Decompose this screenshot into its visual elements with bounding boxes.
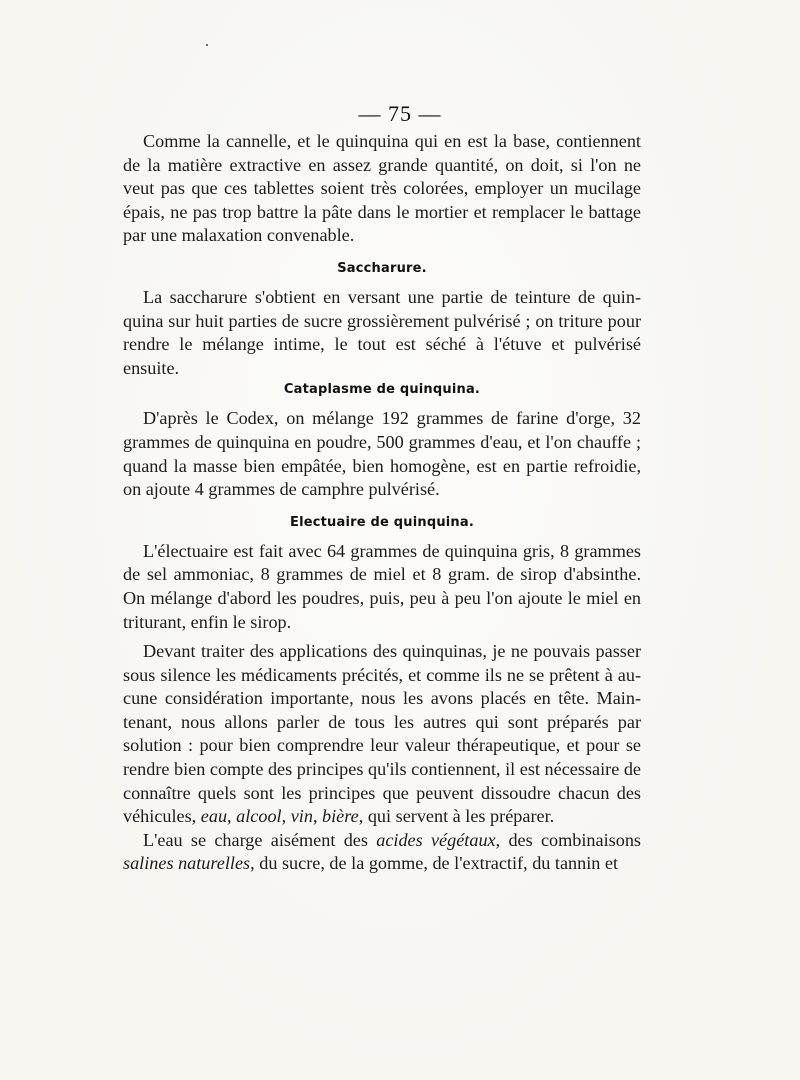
separator: ,: [281, 806, 291, 827]
term-acides-vegetaux: acides végétaux: [376, 829, 496, 850]
paragraph-eau: [123, 829, 641, 876]
eau-text-mid: , des combinaisons: [495, 829, 641, 850]
vehicle-eau: eau: [200, 806, 228, 827]
paragraph-tablettes: Comme la cannelle, et le quinquina qui en est la base, contiennent de la matière extractive en assez grande quantité, on doit, si l'on ne veut pas que ces tablettes soient très colorées, employer un mucilage épais, ne pas trop battre la pâte dans le mortier et remplacer le battage par une malaxation convenable.: [123, 131, 641, 246]
ink-speck: [206, 44, 208, 46]
page-body: [123, 130, 641, 876]
term-salines-naturelles: salines naturelles: [123, 853, 251, 874]
vehicle-alcool: alcool: [236, 806, 282, 827]
vehicle-vin: vin: [290, 806, 313, 827]
paragraph-saccharure: La saccharure s'obtient en versant une partie de teinture de quinquina sur huit parties de sucre grossièrement pulvérisé ; on triture pour rendre le mélange intime, le tout est séché à l'étuve et pulvérisé ensuite.: [123, 286, 641, 378]
paragraph-cataplasme: D'après le Codex, on mélange 192 grammes de farine d'orge, 32 grammes de quinquina en poudre, 500 grammes d'eau, et l'on chauffe ; quand la masse bien empâtée, bien homogène, est en partie refroidie, on ajoute 4 grammes de camphre pulvérisé.: [123, 408, 641, 500]
separator: ,: [312, 806, 323, 827]
applications-text: Devant traiter des applications des quinquinas, je ne pouvais passer sous silence les médicaments précités, et comme ils ne se prêtent à aucune considération importante, nous les avons placés en tête. Maintenant, nous allons parler de tous les autres qui sont préparés par solution : pour bien comprendre leur valeur thérapeutique, et pour se rendre bien compte des principes qu'ils contiennent, il est nécessaire de connaître quels sont les principes que peuvent dissoudre chacun des véhicules,: [123, 641, 641, 827]
heading-cataplasme: Cataplasme de quinquina.: [283, 382, 481, 398]
heading-electuaire: Electuaire de quinquina.: [289, 514, 474, 530]
paragraph-electuaire: L'électuaire est fait avec 64 grammes de quinquina gris, 8 grammes de sel ammoniac, 8 grammes de miel et 8 gram. de sirop d'absinthe. On mélange d'abord les poudres, puis, peu à peu l'on ajoute le miel en triturant, enfin le sirop.: [123, 540, 641, 632]
separator: ,: [227, 806, 237, 827]
page-number: — 75 —: [358, 101, 442, 126]
vehicle-biere: bière: [322, 806, 359, 827]
eau-text-end: , du sucre, de la gomme, de l'extractif, du tannin et: [250, 853, 619, 874]
applications-end: , qui servent à les préparer.: [358, 806, 555, 827]
eau-text-start: L'eau se charge aisément des: [143, 829, 377, 850]
paragraph-applications: [123, 640, 641, 829]
heading-saccharure: Saccharure.: [337, 260, 427, 276]
